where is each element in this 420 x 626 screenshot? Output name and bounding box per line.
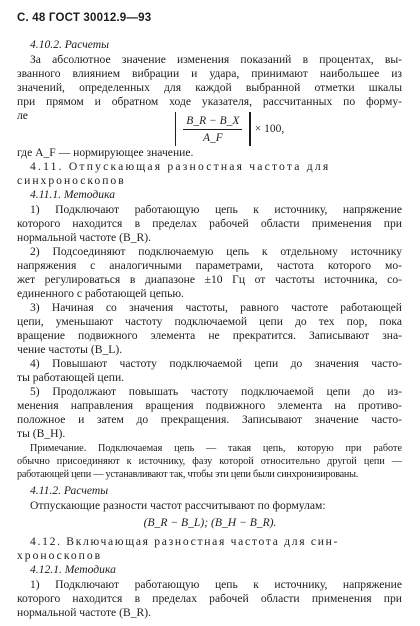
percent-change-formula bbox=[175, 110, 284, 148]
paragraph-line: 1) Подключают работающую цепь к источнику, напряжение bbox=[30, 203, 402, 216]
section-4-11-title-cont: синхроноскопов bbox=[17, 174, 126, 187]
paragraph-line: 4) Повышают частоту подключаемой цепи до значения часто- bbox=[30, 357, 402, 370]
section-4-11-1-title: 4.11.1. Методика bbox=[30, 188, 116, 201]
section-4-10-2-title: 4.10.2. Расчеты bbox=[30, 38, 109, 51]
paragraph-line: значений, определенных для каждой выбранной отметки шкалы bbox=[17, 81, 402, 94]
paragraph-line: вращение подвижного элемента не прекратится. Записывают зна- bbox=[17, 329, 402, 342]
formula-factor: × 100, bbox=[254, 123, 285, 135]
fraction bbox=[183, 115, 242, 144]
paragraph-line: которого находится в пределах рабочей области применения при bbox=[17, 592, 402, 605]
note-line: обычно присоединяют к источнику, фазу которой относительно другой цепи — bbox=[17, 456, 402, 467]
paragraph-line: напряжения с аналогичными параметрами, частота которого мо- bbox=[17, 259, 402, 272]
section-4-12-title: 4.12. Включающая разностная частота для син- bbox=[30, 535, 340, 548]
paragraph-line: положное и затем до прекращения. Записывают значение часто- bbox=[17, 413, 402, 426]
paragraph-line: ле bbox=[17, 109, 28, 122]
paragraph-line: 5) Продолжают повышать частоту подключаемой цепи до из- bbox=[30, 385, 402, 398]
paragraph-line: чение частоты (B_L). bbox=[17, 343, 123, 356]
paragraph-line: 3) Начиная со значения частоты, равного частоте работающей bbox=[30, 301, 402, 314]
abs-bar-left bbox=[175, 112, 176, 146]
calc-intro: Отпускающие разности частот рассчитывают по формулам: bbox=[30, 499, 326, 512]
paragraph-line: 2) Подсоединяют подключаемую цепь к отдельному источнику bbox=[30, 245, 402, 258]
section-4-11-title: 4.11. Отпускающая разностная частота для bbox=[30, 160, 331, 173]
paragraph-line: За абсолютное значение изменения показаний в процентах, вы- bbox=[30, 53, 402, 66]
paragraph-line: при прямом и обратном ходе указателя, рассчитанных по форму- bbox=[17, 95, 402, 108]
paragraph-line: жет регулироваться в диапазоне ±10 Гц от частоты источника, со- bbox=[17, 273, 402, 286]
paragraph-line: менения направления вращения подвижного элемента на противо- bbox=[17, 399, 402, 412]
paragraph-line: нормальной частоте (B_R). bbox=[17, 231, 151, 244]
section-4-12-title-cont: хроноскопов bbox=[17, 549, 103, 562]
abs-bar-right bbox=[249, 112, 250, 146]
paragraph-line: ты (B_H). bbox=[17, 427, 66, 440]
paragraph-line: нормальной частоте (B_R). bbox=[17, 606, 151, 619]
paragraph-line: званного влиянием вибрации и удара, принимают наибольшее из bbox=[17, 67, 402, 80]
where-clause: где A_F — нормирующее значение. bbox=[17, 146, 194, 159]
note-line: работающей цепи — устанавливают так, чтобы эти цепи были синхронизированы. bbox=[17, 469, 358, 480]
paragraph-line: ты работающей цепи. bbox=[17, 371, 125, 384]
paragraph-line: 1) Подключают работающую цепь к источнику, напряжение bbox=[30, 578, 402, 591]
formula-numerator: B_R − B_X bbox=[183, 115, 242, 130]
release-frequency-formulas: (B_R − B_L); (B_H − B_R). bbox=[143, 516, 277, 529]
paragraph-line: которого находится в пределах рабочей области применения при bbox=[17, 217, 402, 230]
paragraph-line: цепи, уменьшают частоту подключаемой цепи до тех пор, пока bbox=[17, 315, 402, 328]
page-header: С. 48 ГОСТ 30012.9—93 bbox=[17, 12, 152, 24]
note-line: Примечание. Подключаемая цепь — такая цепь, которую при работе bbox=[30, 443, 402, 454]
formula-denominator: A_F bbox=[202, 131, 223, 144]
section-4-11-2-title: 4.11.2. Расчеты bbox=[30, 484, 109, 497]
section-4-12-1-title: 4.12.1. Методика bbox=[30, 563, 116, 576]
paragraph-line: единенного с работающей цепью. bbox=[17, 287, 184, 300]
